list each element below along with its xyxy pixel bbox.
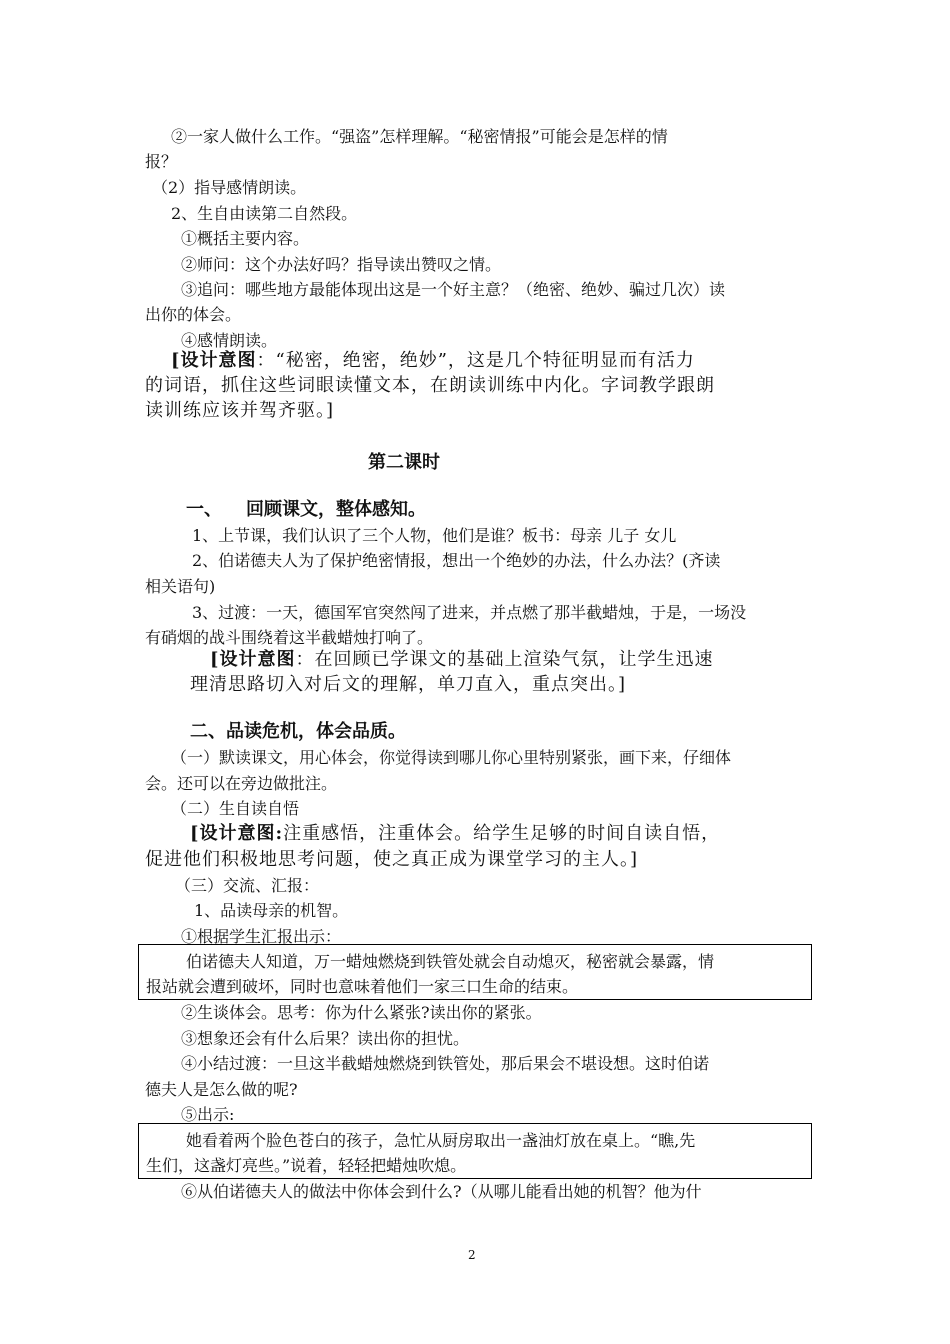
text-line: ⑤出示: [181,1105,235,1124]
quote-box [138,944,812,1000]
text-line: （三）交流、汇报： [175,876,320,895]
text-line: ④感情朗读。 [181,331,278,350]
design-intent-line: [设计意图:注重感悟，注重体会。给学生足够的时间自读自悟， [190,823,721,844]
section-heading: 一、 回顾课文，整体感知。 [186,499,426,520]
quote-line: 她看着两个脸色苍白的孩子，急忙从厨房取出一盏油灯放在桌上。“瞧,先 [186,1131,696,1150]
quote-line: 生们，这盏灯亮些。”说着，轻轻把蜡烛吹熄。 [146,1156,467,1175]
text-line: ①根据学生汇报出示： [181,927,342,946]
text-line: 1、上节课，我们认识了三个人物，他们是谁？板书：母亲 儿子 女儿 [192,526,677,545]
design-intent-line: 的词语，抓住这些词眼读懂文本，在朗读训练中内化。字词教学跟朗 [145,375,715,396]
text-line: 出你的体会。 [145,305,242,324]
text-line: 2、生自由读第二自然段。 [171,204,358,223]
text-line: ④小结过渡：一旦这半截蜡烛燃烧到铁管处，那后果会不堪设想。这时伯诺 [181,1054,710,1073]
text-line: ③想象还会有什么后果？读出你的担忧。 [181,1029,470,1048]
text-line: （二）生自读自悟 [171,799,300,818]
design-intent-label: [设计意图 [210,649,296,670]
page-number: 2 [468,1248,476,1262]
design-intent-label: [设计意图 [171,350,257,371]
design-intent-line: 读训练应该并驾齐驱。] [145,400,335,421]
text-line: 2、伯诺德夫人为了保护绝密情报，想出一个绝妙的办法，什么办法？(齐读 [192,551,721,570]
lesson-title: 第二课时 [368,452,440,473]
text-line: 相关语句) [145,577,216,596]
quote-line: 报站就会遭到破坏，同时也意味着他们一家三口生命的结束。 [146,977,579,996]
text-line: 有硝烟的战斗围绕着这半截蜡烛打响了。 [145,628,434,647]
text-line: ②生谈体会。思考：你为什么紧张?读出你的紧张。 [181,1003,542,1022]
text-line: 报？ [145,152,178,171]
text-line: ①概括主要内容。 [181,229,310,248]
text-line: ②一家人做什么工作。“强盗”怎样理解。“秘密情报”可能会是怎样的情 [171,127,668,146]
text-line: 德夫人是怎么做的呢? [145,1080,298,1099]
design-intent-label: [设计意图: [190,823,284,844]
design-intent-line: 促进他们积极地思考问题，使之真正成为课堂学习的主人。] [145,849,639,870]
quote-line: 伯诺德夫人知道，万一蜡烛燃烧到铁管处就会自动熄灭，秘密就会暴露，情 [186,952,715,971]
text-line: 3、过渡：一天，德国军官突然闯了进来，并点燃了那半截蜡烛，于是，一场没 [192,603,747,622]
text-line: ②师问：这个办法好吗？指导读出赞叹之情。 [181,255,502,274]
quote-box [138,1123,812,1179]
text-line: ⑥从伯诺德夫人的做法中你体会到什么?（从哪儿能看出她的机智？他为什 [181,1182,702,1201]
text-line: 会。还可以在旁边做批注。 [145,774,338,793]
design-intent-line: 理清思路切入对后文的理解，单刀直入，重点突出。] [190,674,627,695]
section-heading: 二、品读危机，体会品质。 [190,721,406,742]
design-intent-line: [设计意图：“秘密，绝密，绝妙”，这是几个特征明显而有活力 [171,350,695,371]
text-line: 1、品读母亲的机智。 [194,901,349,920]
text-line: ③追问：哪些地方最能体现出这是一个好主意？（绝密、绝妙、骗过几次）读 [181,280,726,299]
text-line: （2）指导感情朗读。 [152,178,307,197]
text-line: （一）默读课文，用心体会，你觉得读到哪儿你心里特别紧张，画下来，仔细体 [171,748,732,767]
design-intent-line: [设计意图：在回顾已学课文的基础上渲染气氛，让学生迅速 [210,649,714,670]
